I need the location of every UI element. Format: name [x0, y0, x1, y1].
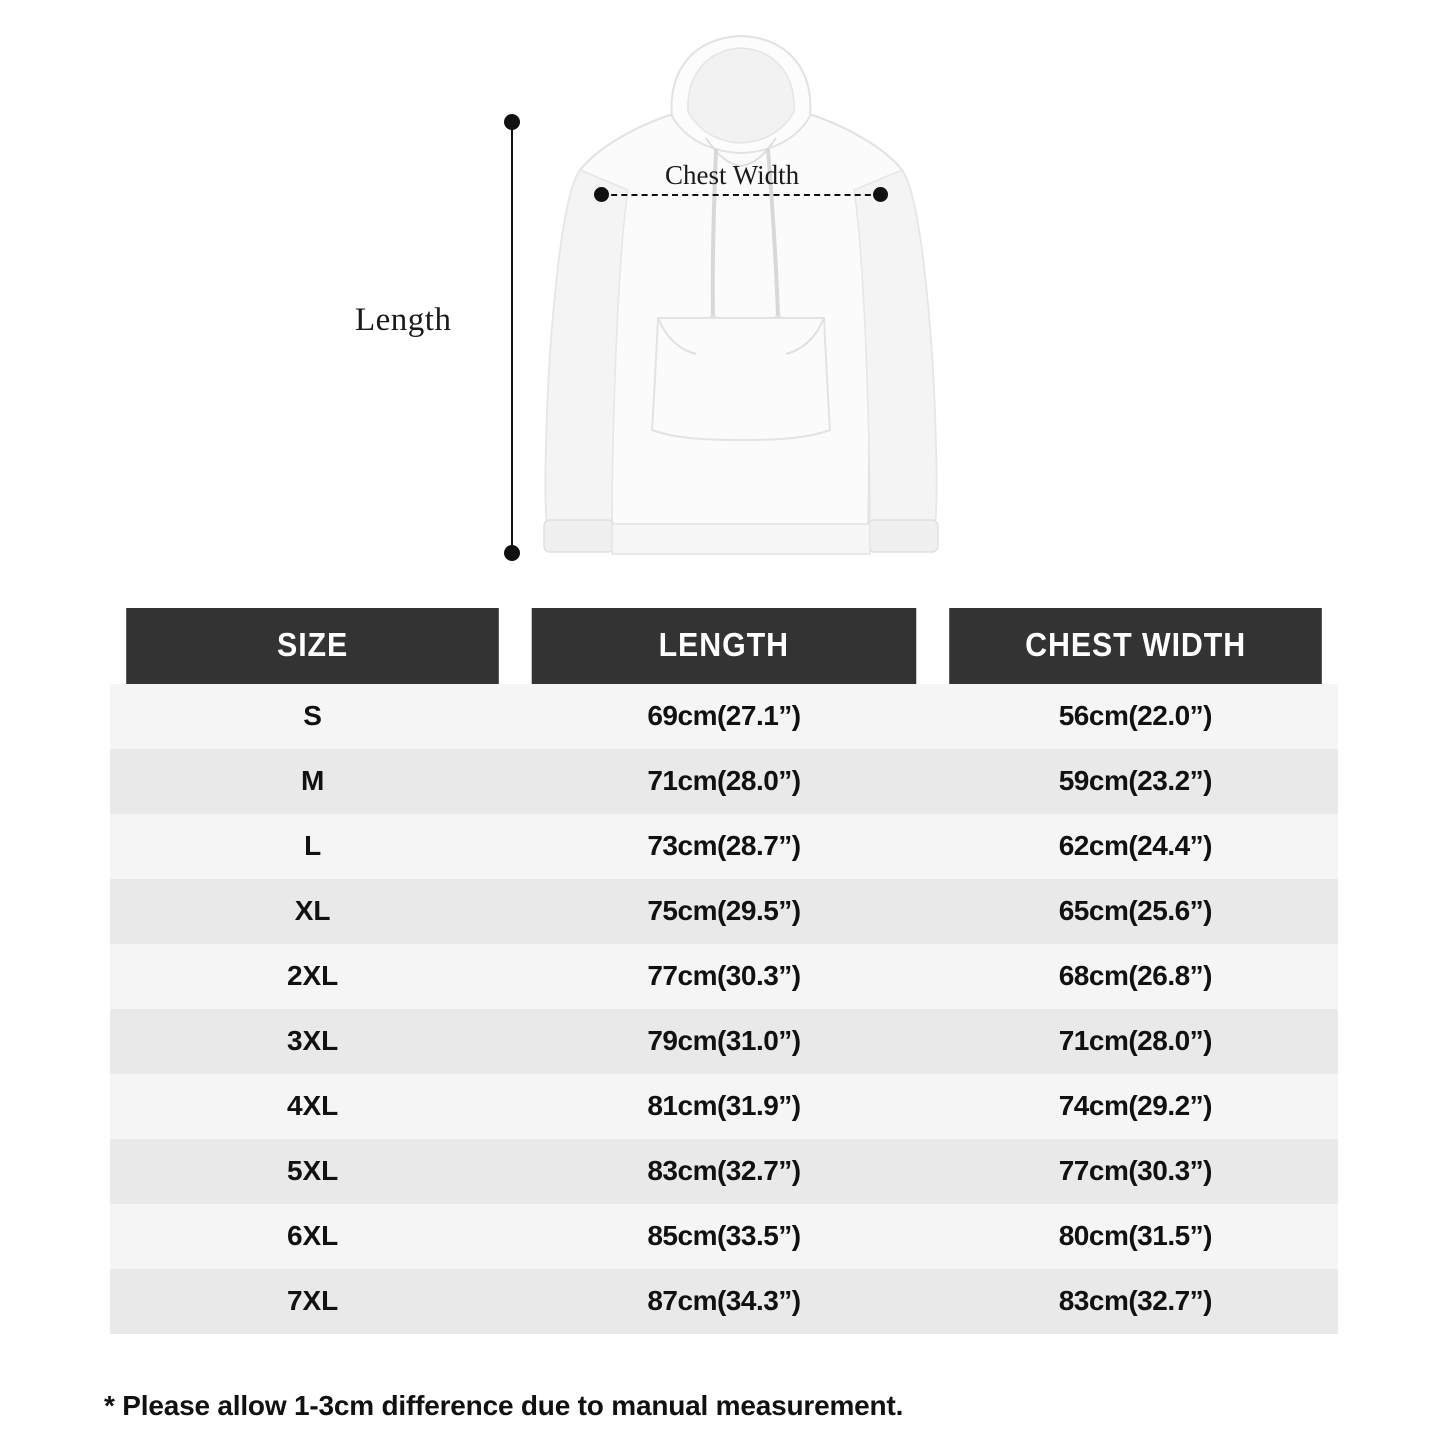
cell-length: 79cm(31.0”) — [647, 1025, 801, 1056]
table-row — [110, 1204, 1338, 1269]
chest-width-dimension-label: Chest Width — [665, 160, 800, 190]
table-header-row — [110, 608, 1338, 684]
cell-chest: 56cm(22.0”) — [1058, 700, 1212, 731]
cell-length: 77cm(30.3”) — [647, 960, 801, 991]
table-body — [110, 684, 1338, 1334]
cell-size: M — [300, 765, 325, 796]
cell-size: L — [304, 830, 322, 861]
length-endpoint-bottom — [504, 545, 520, 561]
cell-size: 6XL — [286, 1220, 339, 1251]
table-row — [110, 814, 1338, 879]
measurement-footnote: * Please allow 1-3cm difference due to manual measurement. — [104, 1390, 904, 1421]
chest-endpoint-right — [873, 187, 888, 202]
hoodie-illustration — [520, 20, 960, 580]
cell-length: 75cm(29.5”) — [647, 895, 801, 926]
table-row — [110, 1009, 1338, 1074]
table-row — [110, 879, 1338, 944]
cell-chest: 68cm(26.8”) — [1058, 960, 1212, 991]
column-header-size: SIZE — [126, 608, 499, 684]
cell-size: 5XL — [286, 1155, 339, 1186]
table-row — [110, 1269, 1338, 1334]
cell-length: 69cm(27.1”) — [647, 700, 801, 731]
cell-chest: 62cm(24.4”) — [1058, 830, 1212, 861]
cell-length: 73cm(28.7”) — [647, 830, 801, 861]
length-endpoint-top — [504, 114, 520, 130]
chest-endpoint-left — [594, 187, 609, 202]
cell-size: 3XL — [286, 1025, 339, 1056]
cell-size: 4XL — [286, 1090, 339, 1121]
size-diagram — [0, 0, 1445, 600]
table-row — [110, 749, 1338, 814]
cell-length: 71cm(28.0”) — [647, 765, 801, 796]
table-row — [110, 944, 1338, 1009]
length-dimension-label: Length — [355, 302, 452, 338]
cell-length: 87cm(34.3”) — [647, 1285, 801, 1316]
cell-size: 2XL — [286, 960, 339, 991]
cell-chest: 71cm(28.0”) — [1058, 1025, 1212, 1056]
table-row — [110, 684, 1338, 749]
column-header-chest-width: CHEST WIDTH — [949, 608, 1322, 684]
cell-chest: 77cm(30.3”) — [1058, 1155, 1212, 1186]
column-header-length: LENGTH — [532, 608, 916, 684]
size-chart-table — [110, 608, 1338, 1334]
cell-length: 85cm(33.5”) — [647, 1220, 801, 1251]
cell-size: S — [303, 700, 322, 731]
cell-size: 7XL — [286, 1285, 339, 1316]
chest-width-dimension-line — [601, 194, 881, 196]
table-row — [110, 1139, 1338, 1204]
cell-chest: 74cm(29.2”) — [1058, 1090, 1212, 1121]
cell-chest: 65cm(25.6”) — [1058, 895, 1212, 926]
table-header — [110, 608, 1338, 684]
cell-chest: 59cm(23.2”) — [1058, 765, 1212, 796]
table-row — [110, 1074, 1338, 1139]
cell-chest: 80cm(31.5”) — [1058, 1220, 1212, 1251]
cell-chest: 83cm(32.7”) — [1058, 1285, 1212, 1316]
cell-size: XL — [294, 895, 331, 926]
length-dimension-line — [511, 122, 513, 552]
cell-length: 83cm(32.7”) — [647, 1155, 801, 1186]
cell-length: 81cm(31.9”) — [647, 1090, 801, 1121]
